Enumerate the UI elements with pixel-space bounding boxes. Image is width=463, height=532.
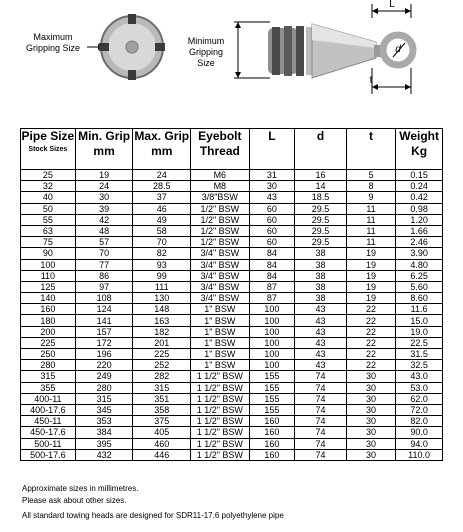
- table-cell: 157: [75, 326, 133, 337]
- note-approximate: Approximate sizes in millimetres.: [22, 484, 139, 493]
- table-cell: 1" BSW: [191, 349, 249, 360]
- table-cell: 1/2" BSW: [191, 203, 249, 214]
- table-cell: 22: [346, 326, 395, 337]
- table-cell: 32: [21, 181, 76, 192]
- table-cell: 14: [295, 181, 347, 192]
- table-cell: 446: [133, 449, 191, 460]
- table-cell: 74: [295, 427, 347, 438]
- table-row: [21, 315, 443, 326]
- table-cell: 1 1/2" BSW: [191, 371, 249, 382]
- table-cell: 100: [249, 360, 295, 371]
- table-cell: 38: [295, 270, 347, 281]
- header-weight: Weight Kg: [396, 129, 443, 170]
- table-cell: 15.0: [396, 315, 443, 326]
- table-cell: 77: [75, 259, 133, 270]
- note-sdr: All standard towing heads are designed for SDR11-17.6 polyethylene pipe: [22, 511, 284, 521]
- table-cell: 160: [249, 438, 295, 449]
- table-cell: 84: [249, 248, 295, 259]
- table-cell: 1 1/2" BSW: [191, 393, 249, 404]
- table-row: [21, 259, 443, 270]
- specifications-table: [20, 128, 443, 461]
- table-cell: 99: [133, 270, 191, 281]
- table-cell: 100: [249, 349, 295, 360]
- table-cell: 29.5: [295, 203, 347, 214]
- max-grip-caption: Maximum Gripping Size: [25, 32, 81, 53]
- table-row: [21, 416, 443, 427]
- table-cell: 155: [249, 382, 295, 393]
- table-cell: 1" BSW: [191, 360, 249, 371]
- table-cell: 108: [75, 293, 133, 304]
- table-cell: 74: [295, 416, 347, 427]
- table-cell: 355: [21, 382, 76, 393]
- table-cell: 31: [249, 170, 295, 181]
- table-row: [21, 248, 443, 259]
- table-cell: 90: [21, 248, 76, 259]
- table-cell: 155: [249, 371, 295, 382]
- table-cell: 160: [249, 427, 295, 438]
- dim-L-label: L: [389, 0, 395, 10]
- table-row: [21, 382, 443, 393]
- table-cell: 57: [75, 237, 133, 248]
- table-cell: 1 1/2" BSW: [191, 382, 249, 393]
- table-row: [21, 360, 443, 371]
- table-row: [21, 281, 443, 292]
- table-cell: 1 1/2" BSW: [191, 404, 249, 415]
- table-cell: 3.90: [396, 248, 443, 259]
- table-cell: 24: [75, 181, 133, 192]
- table-cell: 432: [75, 449, 133, 460]
- table-cell: 30: [346, 393, 395, 404]
- table-cell: 500-11: [21, 438, 76, 449]
- table-cell: 3/4" BSW: [191, 270, 249, 281]
- table-cell: 160: [249, 416, 295, 427]
- table-cell: 375: [133, 416, 191, 427]
- table-cell: 196: [75, 349, 133, 360]
- table-cell: 49: [133, 214, 191, 225]
- table-cell: 43: [295, 326, 347, 337]
- table-cell: 3/8"BSW: [191, 192, 249, 203]
- table-cell: 163: [133, 315, 191, 326]
- table-cell: 74: [295, 382, 347, 393]
- table-cell: 38: [295, 281, 347, 292]
- table-cell: 22: [346, 337, 395, 348]
- table-cell: 63: [21, 225, 76, 236]
- table-cell: 155: [249, 393, 295, 404]
- table-cell: 30: [346, 438, 395, 449]
- table-cell: 111: [133, 281, 191, 292]
- table-cell: 30: [346, 371, 395, 382]
- table-cell: 86: [75, 270, 133, 281]
- table-cell: 74: [295, 393, 347, 404]
- table-cell: 400-11: [21, 393, 76, 404]
- dim-t-label: t: [369, 75, 373, 86]
- table-cell: 43: [295, 349, 347, 360]
- table-cell: 3/4" BSW: [191, 293, 249, 304]
- table-cell: 110: [21, 270, 76, 281]
- table-cell: 60: [249, 214, 295, 225]
- table-cell: 8.60: [396, 293, 443, 304]
- stock-sizes-label: Stock Sizes: [28, 146, 68, 153]
- table-cell: 72.0: [396, 404, 443, 415]
- table-cell: 315: [75, 393, 133, 404]
- table-cell: 43: [249, 192, 295, 203]
- table-cell: 38: [295, 293, 347, 304]
- header-t: t: [346, 129, 395, 170]
- table-cell: 6.25: [396, 270, 443, 281]
- table-header-row: [21, 129, 443, 170]
- table-row: [21, 393, 443, 404]
- table-row: [21, 326, 443, 337]
- table-cell: 201: [133, 337, 191, 348]
- notes: [22, 483, 284, 522]
- table-cell: 141: [75, 315, 133, 326]
- table-cell: 280: [21, 360, 76, 371]
- table-cell: 5.60: [396, 281, 443, 292]
- table-cell: 2.46: [396, 237, 443, 248]
- min-grip-caption: Minimum Gripping Size: [187, 36, 225, 68]
- table-cell: 1/2" BSW: [191, 214, 249, 225]
- table-row: [21, 181, 443, 192]
- table-cell: 4.80: [396, 259, 443, 270]
- table-cell: 22: [346, 315, 395, 326]
- table-cell: 280: [75, 382, 133, 393]
- table-cell: 1/2" BSW: [191, 225, 249, 236]
- table-cell: 160: [249, 449, 295, 460]
- table-cell: 75: [21, 237, 76, 248]
- table-cell: 182: [133, 326, 191, 337]
- table-cell: 22.5: [396, 337, 443, 348]
- header-min-grip: Min. Grip mm: [75, 129, 133, 170]
- table-row: [21, 349, 443, 360]
- table-cell: 43: [295, 337, 347, 348]
- table-cell: 351: [133, 393, 191, 404]
- table-cell: 220: [75, 360, 133, 371]
- table-row: [21, 404, 443, 415]
- table-cell: 53.0: [396, 382, 443, 393]
- table-cell: 0.24: [396, 181, 443, 192]
- table-cell: 148: [133, 304, 191, 315]
- table-cell: 74: [295, 371, 347, 382]
- table-cell: 384: [75, 427, 133, 438]
- table-cell: 345: [75, 404, 133, 415]
- product-images: [0, 0, 463, 120]
- table-cell: 1" BSW: [191, 326, 249, 337]
- table-cell: 22: [346, 360, 395, 371]
- table-cell: 18.5: [295, 192, 347, 203]
- table-cell: 19: [346, 281, 395, 292]
- table-body: [21, 170, 443, 461]
- table-cell: 460: [133, 438, 191, 449]
- table-cell: 160: [21, 304, 76, 315]
- table-cell: 450-17.6: [21, 427, 76, 438]
- table-cell: 9: [346, 192, 395, 203]
- table-cell: 1 1/2" BSW: [191, 416, 249, 427]
- table-cell: 97: [75, 281, 133, 292]
- table-cell: 87: [249, 281, 295, 292]
- table-row: [21, 270, 443, 281]
- table-cell: 200: [21, 326, 76, 337]
- table-cell: 400-17.6: [21, 404, 76, 415]
- table-cell: 31.5: [396, 349, 443, 360]
- table-cell: 125: [21, 281, 76, 292]
- table-row: [21, 449, 443, 460]
- table-cell: 84: [249, 259, 295, 270]
- table-cell: 30: [346, 382, 395, 393]
- table-cell: 38: [295, 259, 347, 270]
- table-cell: 3/4" BSW: [191, 248, 249, 259]
- table-cell: 43.0: [396, 371, 443, 382]
- table-cell: 50: [21, 203, 76, 214]
- table-cell: 22: [346, 304, 395, 315]
- table-cell: 1.20: [396, 214, 443, 225]
- table-cell: 1" BSW: [191, 304, 249, 315]
- table-cell: M8: [191, 181, 249, 192]
- table-row: [21, 170, 443, 181]
- table-cell: 1 1/2" BSW: [191, 427, 249, 438]
- header-L: L: [249, 129, 295, 170]
- table-cell: 1 1/2" BSW: [191, 449, 249, 460]
- table-cell: 30: [346, 427, 395, 438]
- table-cell: 46: [133, 203, 191, 214]
- table-cell: 25: [21, 170, 76, 181]
- table-cell: 500-17.6: [21, 449, 76, 460]
- table-cell: 450-11: [21, 416, 76, 427]
- note-other-sizes: Please ask about other sizes.: [22, 495, 127, 505]
- table-cell: 62.0: [396, 393, 443, 404]
- table-cell: 5: [346, 170, 395, 181]
- table-cell: 110.0: [396, 449, 443, 460]
- table-cell: 43: [295, 360, 347, 371]
- header-eyebolt-thread: Eyebolt Thread: [191, 129, 249, 170]
- table-cell: 55: [21, 214, 76, 225]
- table-row: [21, 371, 443, 382]
- table-cell: 38: [295, 248, 347, 259]
- table-cell: 11.6: [396, 304, 443, 315]
- table-cell: 19.0: [396, 326, 443, 337]
- table-cell: 3/4" BSW: [191, 281, 249, 292]
- table-cell: 70: [133, 237, 191, 248]
- table-cell: 19: [346, 270, 395, 281]
- table-cell: 124: [75, 304, 133, 315]
- table-cell: 100: [249, 315, 295, 326]
- table-cell: 60: [249, 237, 295, 248]
- table-cell: 11: [346, 214, 395, 225]
- table-cell: 22: [346, 349, 395, 360]
- table-cell: 90.0: [396, 427, 443, 438]
- table-cell: 225: [133, 349, 191, 360]
- table-cell: 40: [21, 192, 76, 203]
- table-row: [21, 293, 443, 304]
- table-cell: 1" BSW: [191, 337, 249, 348]
- table-cell: 252: [133, 360, 191, 371]
- table-cell: 19: [346, 248, 395, 259]
- header-pipe-size: Pipe Size Stock Sizes: [21, 129, 76, 170]
- table-row: [21, 304, 443, 315]
- table-cell: 395: [75, 438, 133, 449]
- table-cell: 225: [21, 337, 76, 348]
- table-cell: 19: [346, 259, 395, 270]
- table-row: [21, 214, 443, 225]
- table-cell: 249: [75, 371, 133, 382]
- table-cell: 60: [249, 203, 295, 214]
- table-cell: 93: [133, 259, 191, 270]
- table-cell: 37: [133, 192, 191, 203]
- table-cell: 48: [75, 225, 133, 236]
- header-max-grip: Max. Grip mm: [133, 129, 191, 170]
- table-cell: 82: [133, 248, 191, 259]
- table-cell: 42: [75, 214, 133, 225]
- table-cell: 30: [346, 449, 395, 460]
- table-cell: 74: [295, 404, 347, 415]
- table-row: [21, 237, 443, 248]
- table-cell: 250: [21, 349, 76, 360]
- table-cell: 29.5: [295, 214, 347, 225]
- table-cell: 19: [75, 170, 133, 181]
- table-cell: 358: [133, 404, 191, 415]
- table-cell: 130: [133, 293, 191, 304]
- table-cell: 315: [21, 371, 76, 382]
- table-cell: 155: [249, 404, 295, 415]
- table-cell: 100: [21, 259, 76, 270]
- table-cell: 43: [295, 304, 347, 315]
- table-cell: 315: [133, 382, 191, 393]
- dim-d-label: d: [395, 44, 401, 55]
- table-cell: 30: [249, 181, 295, 192]
- header-d: d: [295, 129, 347, 170]
- table-cell: 140: [21, 293, 76, 304]
- table-cell: 8: [346, 181, 395, 192]
- table-cell: M6: [191, 170, 249, 181]
- table-cell: 180: [21, 315, 76, 326]
- table-cell: 94.0: [396, 438, 443, 449]
- table-cell: 74: [295, 438, 347, 449]
- table-cell: 282: [133, 371, 191, 382]
- table-cell: 24: [133, 170, 191, 181]
- table-cell: 1/2" BSW: [191, 237, 249, 248]
- table-cell: 100: [249, 337, 295, 348]
- table-cell: 100: [249, 326, 295, 337]
- table-cell: 0.15: [396, 170, 443, 181]
- table-cell: 30: [346, 404, 395, 415]
- table-cell: 32.5: [396, 360, 443, 371]
- table-cell: 19: [346, 293, 395, 304]
- table-cell: 3/4" BSW: [191, 259, 249, 270]
- table-cell: 82.0: [396, 416, 443, 427]
- table-cell: 11: [346, 237, 395, 248]
- table-row: [21, 203, 443, 214]
- table-cell: 100: [249, 304, 295, 315]
- table-cell: 29.5: [295, 237, 347, 248]
- table-cell: 1.66: [396, 225, 443, 236]
- table-cell: 70: [75, 248, 133, 259]
- table-row: [21, 438, 443, 449]
- table-cell: 1 1/2" BSW: [191, 438, 249, 449]
- table-cell: 58: [133, 225, 191, 236]
- table-cell: 39: [75, 203, 133, 214]
- table-cell: 353: [75, 416, 133, 427]
- table-cell: 16: [295, 170, 347, 181]
- table-cell: 28.5: [133, 181, 191, 192]
- table-cell: 0.42: [396, 192, 443, 203]
- table-row: [21, 337, 443, 348]
- table-cell: 11: [346, 203, 395, 214]
- table-cell: 30: [75, 192, 133, 203]
- table-cell: 87: [249, 293, 295, 304]
- table-cell: 74: [295, 449, 347, 460]
- table-cell: 172: [75, 337, 133, 348]
- table-cell: 84: [249, 270, 295, 281]
- table-cell: 30: [346, 416, 395, 427]
- table-row: [21, 225, 443, 236]
- table-cell: 60: [249, 225, 295, 236]
- table-cell: 29.5: [295, 225, 347, 236]
- table-cell: 0.98: [396, 203, 443, 214]
- table-cell: 43: [295, 315, 347, 326]
- table-cell: 11: [346, 225, 395, 236]
- table-cell: 1" BSW: [191, 315, 249, 326]
- table-row: [21, 192, 443, 203]
- table-row: [21, 427, 443, 438]
- table-cell: 405: [133, 427, 191, 438]
